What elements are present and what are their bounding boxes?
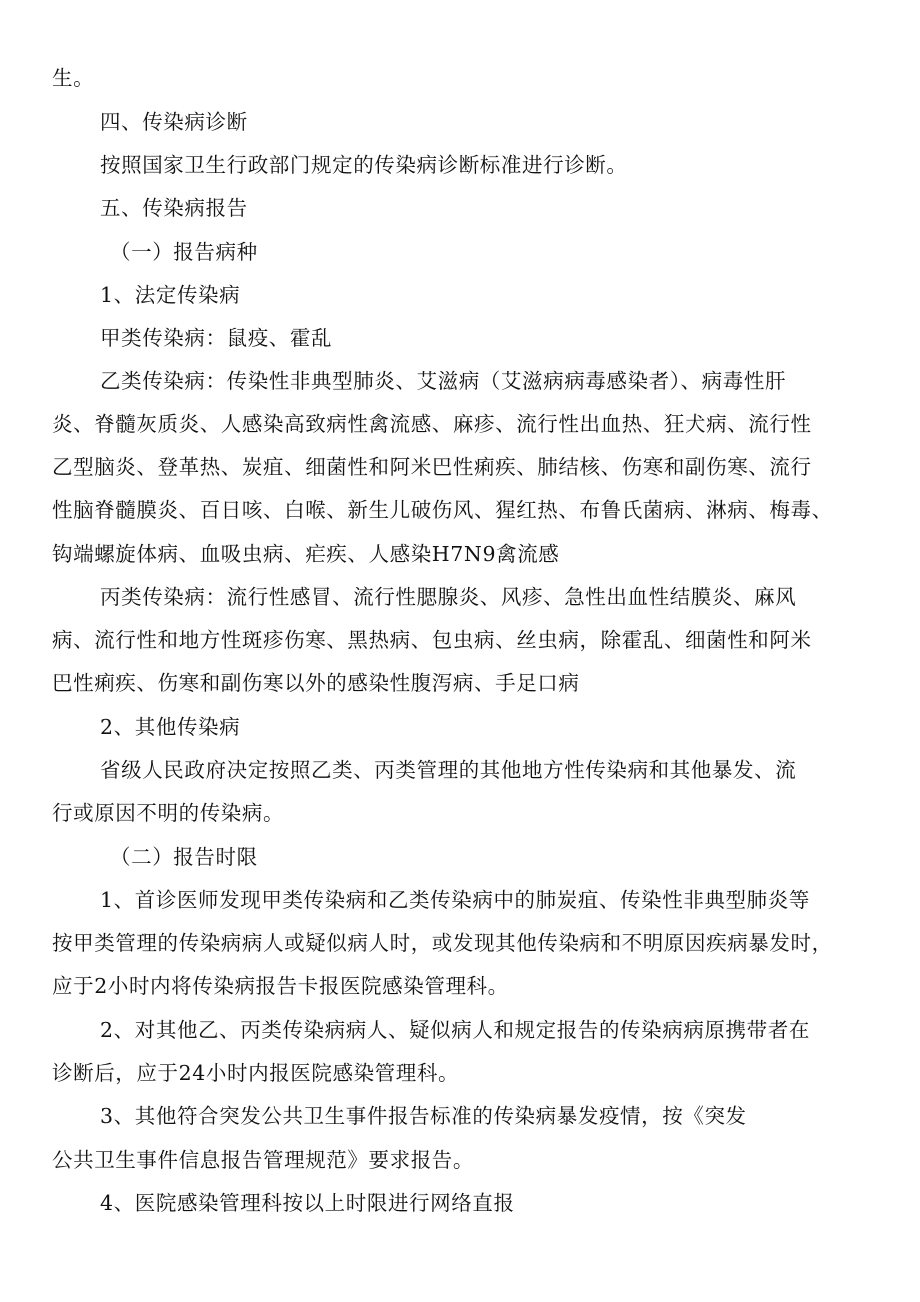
section-heading-diagnosis: 四、传染病诊断	[100, 110, 248, 134]
paragraph-limit-2-line-1: 2、对其他乙、丙类传染病病人、疑似病人和规定报告的传染病病原携带者在	[100, 1018, 810, 1042]
paragraph-limit-4: 4、医院感染管理科按以上时限进行网络直报	[100, 1191, 515, 1215]
text-line-continuation: 生。	[52, 66, 95, 90]
paragraph-diagnosis: 按照国家卫生行政部门规定的传染病诊断标准进行诊断。	[100, 153, 628, 177]
paragraph-class-b-line-3: 乙型脑炎、登革热、炭疽、细菌性和阿米巴性痢疾、肺结核、伤寒和副伤寒、流行	[52, 455, 812, 479]
item-heading-other: 2、其他传染病	[100, 715, 241, 739]
paragraph-class-a: 甲类传染病：鼠疫、霍乱	[100, 326, 333, 350]
paragraph-class-c-line-1: 丙类传染病：流行性感冒、流行性腮腺炎、风疹、急性出血性结膜炎、麻风	[100, 585, 797, 609]
paragraph-class-b-line-1: 乙类传染病：传染性非典型肺炎、艾滋病（艾滋病病毒感染者）、病毒性肝	[100, 369, 787, 393]
paragraph-limit-1-line-2: 按甲类管理的传染病病人或疑似病人时，或发现其他传染病和不明原因疾病暴发时，	[52, 931, 833, 955]
paragraph-limit-3-line-2: 公共卫生事件信息报告管理规范》要求报告。	[52, 1148, 474, 1172]
paragraph-class-b-line-4: 性脑脊髓膜炎、百日咳、白喉、新生儿破伤风、猩红热、布鲁氏菌病、淋病、梅毒、	[52, 498, 833, 522]
paragraph-limit-3-line-1: 3、其他符合突发公共卫生事件报告标准的传染病暴发疫情，按《突发	[100, 1104, 747, 1128]
paragraph-limit-2-line-2: 诊断后，应于24小时内报医院感染管理科。	[52, 1061, 460, 1085]
paragraph-other-line-1: 省级人民政府决定按照乙类、丙类管理的其他地方性传染病和其他暴发、流	[100, 758, 797, 782]
paragraph-class-b-line-2: 炎、脊髓灰质炎、人感染高致病性禽流感、麻疹、流行性出血热、狂犬病、流行性	[52, 412, 812, 436]
section-heading-report: 五、传染病报告	[100, 196, 248, 220]
paragraph-class-c-line-3: 巴性痢疾、伤寒和副伤寒以外的感染性腹泻病、手足口病	[52, 671, 580, 695]
paragraph-other-line-2: 行或原因不明的传染病。	[52, 801, 285, 825]
paragraph-class-c-line-2: 病、流行性和地方性斑疹伤寒、黑热病、包虫病、丝虫病，除霍乱、细菌性和阿米	[52, 628, 812, 652]
subheading-time-limit: （二）报告时限	[110, 845, 258, 869]
paragraph-limit-1-line-1: 1、首诊医师发现甲类传染病和乙类传染病中的肺炭疽、传染性非典型肺炎等	[100, 888, 810, 912]
subheading-disease-types: （一）报告病种	[110, 240, 258, 264]
paragraph-class-b-line-5: 钩端螺旋体病、血吸虫病、疟疾、人感染H7N9禽流感	[52, 542, 560, 566]
item-heading-statutory: 1、法定传染病	[100, 283, 241, 307]
paragraph-limit-1-line-3: 应于2小时内将传染病报告卡报医院感染管理科。	[52, 974, 509, 998]
